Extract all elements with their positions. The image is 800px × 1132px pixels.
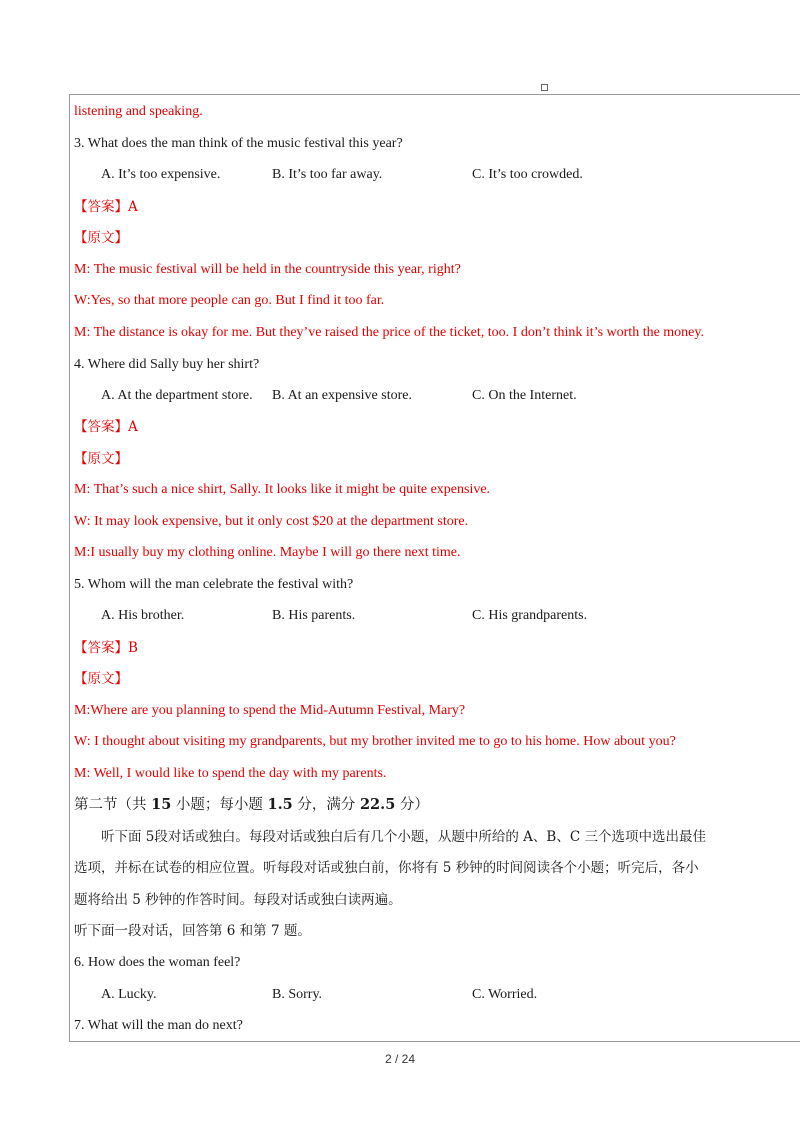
heading-part: 小题；每小题: [175, 797, 263, 813]
instructions-line: 题将给出 5 秒钟的作答时间。每段对话或独白读两遍。: [74, 892, 402, 908]
q3-transcript-line: M: The distance is okay for me. But they’ve raised the price of the ticket, too. I don’t think it’s worth the money.: [74, 325, 704, 340]
question-5: 5. Whom will the man celebrate the festival with?: [74, 577, 354, 592]
q3-transcript-line: W:Yes, so that more people can go. But I find it too far.: [74, 293, 385, 308]
q3-source-label: 【原文】: [74, 230, 128, 246]
dialogue-intro: 听下面一段对话，回答第 6 和第 7 题。: [74, 923, 311, 939]
heading-part: 分，满分: [297, 797, 356, 813]
heading-number: 22.5: [359, 796, 396, 813]
q6-option-a: A. Lucky.: [101, 987, 157, 1002]
q5-option-b: B. His parents.: [272, 608, 356, 623]
section-heading: [74, 796, 429, 814]
q4-transcript-line: M:I usually buy my clothing online. Maybe I will go there next time.: [74, 545, 461, 560]
heading-number: 15: [151, 796, 172, 813]
instructions-line: 选项，并标在试卷的相应位置。听每段对话或独白前，你将有 5 秒钟的时间阅读各个小题；听完后，各小: [74, 860, 699, 876]
q6-option-b: B. Sorry.: [272, 987, 323, 1002]
q3-option-b: B. It’s too far away.: [272, 167, 383, 182]
q4-transcript-line: W: It may look expensive, but it only cost $20 at the department store.: [74, 514, 469, 529]
continued-text: listening and speaking.: [74, 104, 203, 119]
question-6: 6. How does the woman feel?: [74, 955, 241, 970]
question-3: 3. What does the man think of the music festival this year?: [74, 136, 403, 151]
q4-source-label: 【原文】: [74, 451, 128, 467]
q5-option-c: C. His grandparents.: [472, 608, 588, 623]
q4-option-a: A. At the department store.: [101, 388, 253, 403]
q3-answer: 【答案】A: [74, 199, 138, 215]
corner-mark: [541, 84, 548, 91]
q5-transcript-line: W: I thought about visiting my grandparents, but my brother invited me to go to his home. How about you?: [74, 734, 676, 749]
heading-part: 第二节（共: [74, 797, 147, 813]
q3-transcript-line: M: The music festival will be held in the countryside this year, right?: [74, 262, 461, 277]
page-number: 2 / 24: [384, 1052, 416, 1066]
question-4: 4. Where did Sally buy her shirt?: [74, 357, 260, 372]
q5-answer: 【答案】B: [74, 640, 138, 656]
heading-part: 分）: [399, 797, 429, 813]
q4-option-c: C. On the Internet.: [472, 388, 577, 403]
q3-option-c: C. It’s too crowded.: [472, 167, 583, 182]
q4-answer: 【答案】A: [74, 419, 138, 435]
q5-option-a: A. His brother.: [101, 608, 185, 623]
q4-option-b: B. At an expensive store.: [272, 388, 412, 403]
q3-option-a: A. It’s too expensive.: [101, 167, 221, 182]
q5-source-label: 【原文】: [74, 671, 128, 687]
q6-option-c: C. Worried.: [472, 987, 538, 1002]
question-7: 7. What will the man do next?: [74, 1018, 243, 1033]
heading-number: 1.5: [267, 796, 293, 813]
q5-transcript-line: M:Where are you planning to spend the Mid-Autumn Festival, Mary?: [74, 703, 466, 718]
q5-transcript-line: M: Well, I would like to spend the day with my parents.: [74, 766, 387, 781]
instructions-line: 听下面 5段对话或独白。每段对话或独白后有几个小题，从题中所给的 A、B、C 三个选项中选出最佳: [101, 829, 706, 845]
q4-transcript-line: M: That’s such a nice shirt, Sally. It looks like it might be quite expensive.: [74, 482, 491, 497]
